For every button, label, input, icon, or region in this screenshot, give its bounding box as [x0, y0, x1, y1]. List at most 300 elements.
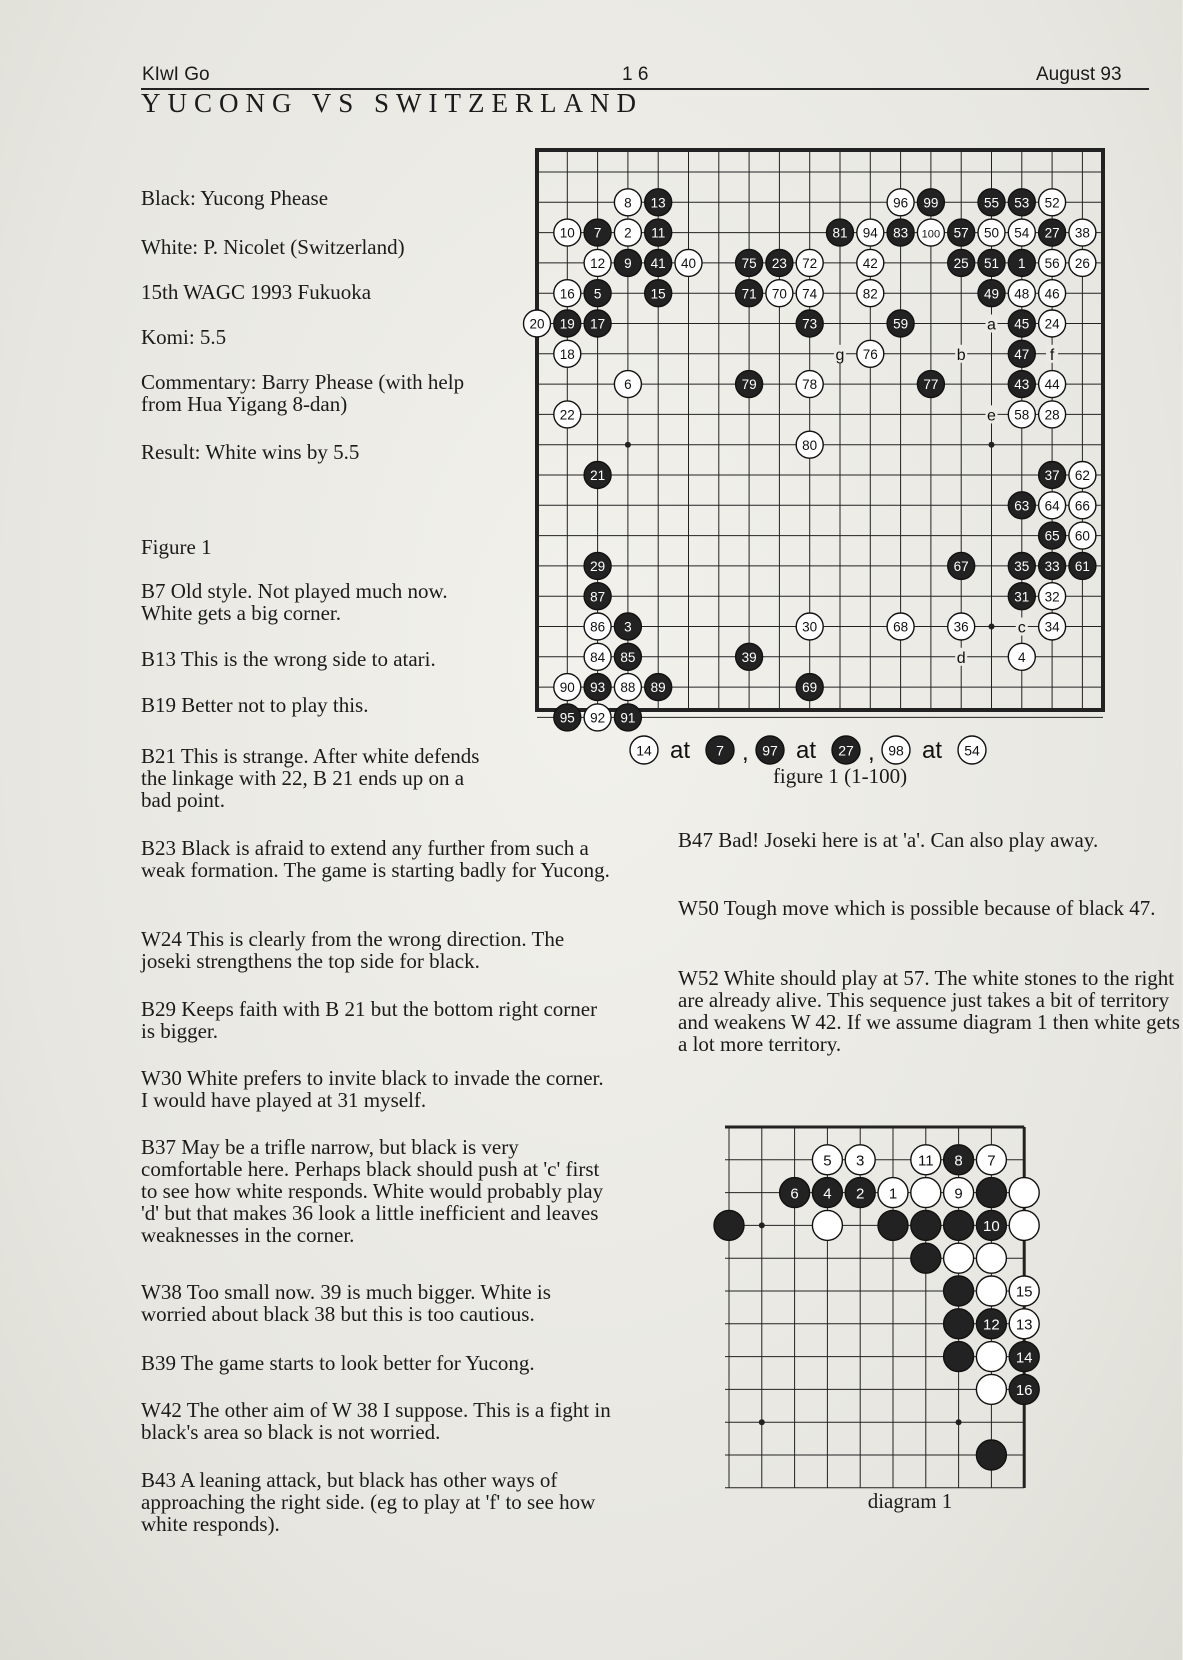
diagram-stone-black: [944, 1342, 974, 1372]
svg-text:20: 20: [529, 316, 545, 332]
stone-black-25: [948, 249, 975, 276]
svg-text:12: 12: [590, 256, 606, 272]
svg-text:76: 76: [862, 346, 878, 362]
svg-text:74: 74: [802, 286, 818, 302]
svg-text:16: 16: [1015, 1382, 1033, 1400]
svg-text:91: 91: [620, 710, 636, 726]
svg-text:29: 29: [590, 559, 606, 575]
svg-text:51: 51: [983, 256, 1000, 272]
diagram-stone-white: [1009, 1210, 1039, 1240]
svg-text:59: 59: [893, 316, 909, 332]
legend-stone-98: [882, 736, 910, 764]
point-label-c: c: [1017, 619, 1026, 637]
svg-text:45: 45: [1014, 316, 1030, 332]
svg-text:11: 11: [651, 225, 666, 241]
stone-white-10: [554, 219, 581, 246]
diagram-stone-white-7: [976, 1145, 1006, 1175]
stone-white-18: [554, 340, 581, 367]
svg-text:86: 86: [590, 619, 606, 635]
stone-black-43: [1008, 371, 1035, 398]
svg-text:30: 30: [802, 619, 818, 635]
figure1-legend-svg: [630, 732, 1060, 768]
stone-black-77: [917, 371, 944, 398]
diagram-stone-black-12: [976, 1309, 1006, 1339]
stone-black-37: [1039, 462, 1066, 489]
svg-text:63: 63: [1014, 498, 1030, 514]
stone-white-8: [614, 189, 641, 216]
stone-white-48: [1008, 280, 1035, 307]
svg-text:49: 49: [983, 286, 1000, 302]
stone-white-86: [584, 613, 611, 640]
diagram-stone-white-15: [1009, 1276, 1039, 1306]
stone-white-84: [584, 643, 611, 670]
svg-text:9: 9: [954, 1185, 963, 1203]
svg-text:35: 35: [1014, 559, 1030, 575]
svg-text:44: 44: [1044, 377, 1060, 393]
svg-text:5: 5: [823, 1152, 832, 1170]
stone-black-53: [1008, 189, 1035, 216]
svg-text:27: 27: [838, 742, 854, 759]
header-magazine: KIwI Go: [142, 64, 210, 85]
svg-text:97: 97: [762, 742, 778, 759]
svg-text:72: 72: [802, 256, 818, 272]
svg-text:12: 12: [983, 1316, 1000, 1334]
star-point: [989, 624, 995, 630]
stone-white-64: [1039, 492, 1066, 519]
svg-text:7: 7: [716, 742, 724, 759]
diagram-stone-black-10: [976, 1210, 1006, 1240]
svg-text:18: 18: [559, 346, 575, 362]
stone-white-30: [796, 613, 823, 640]
legend-stone-14: [630, 736, 658, 764]
game-white: White: P. Nicolet (Switzerland): [141, 235, 405, 259]
stone-white-62: [1069, 462, 1096, 489]
stone-black-81: [827, 219, 854, 246]
svg-text:66: 66: [1074, 498, 1090, 514]
svg-text:82: 82: [862, 286, 878, 302]
stone-black-55: [978, 189, 1005, 216]
stone-white-36: [948, 613, 975, 640]
stone-white-28: [1039, 401, 1066, 428]
legend-target-27: [832, 736, 860, 764]
comment-b7: B7 Old style. Not played much now. White gets a big corner.: [141, 579, 448, 625]
svg-text:21: 21: [590, 468, 606, 484]
svg-text:25: 25: [953, 256, 969, 272]
comment-b21: B21 This is strange. After white defends the linkage with 22, B 21 ends up on a bad point.: [141, 744, 480, 812]
svg-text:40: 40: [680, 256, 697, 272]
svg-text:37: 37: [1044, 468, 1060, 484]
svg-text:31: 31: [1014, 589, 1030, 605]
svg-text:2: 2: [624, 225, 632, 241]
svg-text:90: 90: [559, 680, 575, 696]
diagram-stone-white-13: [1009, 1309, 1039, 1339]
stone-black-49: [978, 280, 1005, 307]
stone-white-50: [978, 219, 1005, 246]
stone-black-5: [584, 280, 611, 307]
svg-text:4: 4: [1018, 649, 1026, 665]
svg-text:83: 83: [893, 225, 909, 241]
diagram-stone-black: [944, 1276, 974, 1306]
stone-white-70: [766, 280, 793, 307]
legend-separator: ,: [742, 739, 749, 766]
stone-white-24: [1039, 310, 1066, 337]
svg-text:5: 5: [593, 286, 602, 302]
comment-b37: B37 May be a trifle narrow, but black is very comfortable here. Perhaps black should push at 'c' first to see how white responds. White would probably play 'd' but that makes 36 look a little inefficient and leaves weaknesses in the corner.: [141, 1135, 604, 1247]
comment-b47: B47 Bad! Joseki here is at 'a'. Can also play away.: [678, 828, 1099, 852]
svg-text:54: 54: [1014, 225, 1030, 241]
comment-w24: W24 This is clearly from the wrong direction. The joseki strengthens the top side for black.: [141, 927, 565, 973]
star-point: [759, 1419, 765, 1425]
diagram1-caption: diagram 1: [867, 1489, 953, 1513]
point-label-e: e: [987, 407, 996, 425]
svg-text:54: 54: [964, 742, 980, 759]
stone-black-83: [887, 219, 914, 246]
stone-white-54: [1008, 219, 1035, 246]
svg-text:81: 81: [832, 225, 848, 241]
stone-black-95: [554, 704, 581, 731]
stone-white-56: [1039, 249, 1066, 276]
diagram-stone-white: [1009, 1178, 1039, 1208]
comment-b43: B43 A leaning attack, but black has other ways of approaching the right side. (eg to play at 'f' to see how white responds).: [141, 1468, 596, 1536]
svg-text:88: 88: [620, 680, 636, 696]
diagram-stone-white: [944, 1243, 974, 1273]
legend-target-7: [706, 736, 734, 764]
svg-text:75: 75: [741, 256, 757, 272]
stone-white-68: [887, 613, 914, 640]
comment-w30: W30 White prefers to invite black to invade the corner. I would have played at 31 myself.: [141, 1066, 604, 1112]
svg-text:11: 11: [918, 1152, 934, 1170]
diagram-stone-white: [911, 1178, 941, 1208]
svg-text:1: 1: [888, 1185, 898, 1203]
svg-text:28: 28: [1044, 407, 1060, 423]
svg-text:43: 43: [1014, 377, 1030, 393]
stone-white-16: [554, 280, 581, 307]
svg-text:3: 3: [856, 1152, 865, 1170]
stone-white-74: [796, 280, 823, 307]
stone-white-44: [1039, 371, 1066, 398]
svg-text:78: 78: [802, 377, 818, 393]
svg-text:100: 100: [921, 228, 941, 241]
svg-text:32: 32: [1044, 589, 1060, 605]
stone-white-38: [1069, 219, 1096, 246]
svg-text:46: 46: [1044, 286, 1060, 302]
stone-black-73: [796, 310, 823, 337]
stone-white-88: [614, 674, 641, 701]
svg-text:26: 26: [1074, 256, 1090, 272]
stone-black-79: [736, 371, 763, 398]
diagram-stone-black-6: [780, 1178, 810, 1208]
svg-text:53: 53: [1014, 195, 1030, 211]
stone-white-26: [1069, 249, 1096, 276]
stone-white-90: [554, 674, 581, 701]
svg-text:94: 94: [862, 225, 878, 241]
svg-text:10: 10: [983, 1218, 1000, 1236]
point-label-d: d: [956, 649, 966, 667]
svg-text:60: 60: [1074, 528, 1090, 544]
svg-text:80: 80: [802, 437, 818, 453]
svg-text:9: 9: [624, 256, 632, 272]
svg-text:95: 95: [559, 710, 575, 726]
diagram-stone-black-14: [1009, 1342, 1039, 1372]
svg-text:96: 96: [893, 195, 909, 211]
svg-text:65: 65: [1044, 528, 1060, 544]
svg-text:22: 22: [559, 407, 575, 423]
svg-text:8: 8: [624, 195, 632, 211]
diagram-stone-white: [976, 1374, 1006, 1404]
legend-separator: ,: [868, 739, 875, 766]
diagram-stone-black-4: [812, 1178, 842, 1208]
diagram-stone-white: [976, 1243, 1006, 1273]
stone-black-15: [645, 280, 672, 307]
point-label-a: a: [987, 316, 996, 334]
stone-white-40: [675, 249, 702, 276]
point-label-b: b: [956, 346, 966, 364]
stone-black-31: [1008, 583, 1035, 610]
svg-text:7: 7: [593, 225, 602, 241]
stone-black-11: [645, 219, 672, 246]
legend-target-54: [958, 736, 986, 764]
svg-text:6: 6: [790, 1185, 799, 1203]
diagram-stone-black: [878, 1210, 908, 1240]
stone-white-96: [887, 189, 914, 216]
stone-white-34: [1039, 613, 1066, 640]
stone-black-59: [887, 310, 914, 337]
diagram-stone-white: [812, 1210, 842, 1240]
svg-text:48: 48: [1014, 286, 1030, 302]
svg-text:8: 8: [954, 1152, 963, 1170]
svg-text:24: 24: [1044, 316, 1060, 332]
svg-text:73: 73: [802, 316, 818, 332]
svg-text:61: 61: [1074, 559, 1090, 575]
star-point: [989, 442, 995, 448]
legend-at-text: at: [922, 737, 943, 764]
stone-black-9: [614, 249, 641, 276]
diagram-stone-black: [714, 1210, 744, 1240]
stone-black-29: [584, 552, 611, 579]
diagram-stone-white-9: [944, 1178, 974, 1208]
svg-text:15: 15: [1015, 1283, 1033, 1301]
svg-text:47: 47: [1014, 346, 1030, 362]
svg-text:39: 39: [741, 649, 757, 665]
svg-text:2: 2: [856, 1185, 865, 1203]
svg-text:38: 38: [1074, 225, 1090, 241]
svg-text:4: 4: [823, 1185, 832, 1203]
diagram-stone-black-16: [1009, 1374, 1039, 1404]
comment-w52: W52 White should play at 57. The white stones to the right are already alive. This sequence just takes a bit of territory and weakens W 42. If we assume diagram 1 then white gets a lot more territory.: [678, 966, 1180, 1056]
svg-text:55: 55: [983, 195, 1000, 211]
stone-white-6: [614, 371, 641, 398]
stone-black-91: [614, 704, 641, 731]
comment-b29: B29 Keeps faith with B 21 but the bottom right corner is bigger.: [141, 997, 598, 1043]
stone-white-20: [524, 310, 551, 337]
diagram-stone-black-2: [845, 1178, 875, 1208]
svg-text:3: 3: [624, 619, 632, 635]
stone-white-60: [1069, 522, 1096, 549]
svg-text:87: 87: [590, 589, 606, 605]
legend-at-text: at: [796, 737, 817, 764]
game-black: Black: Yucong Phease: [141, 186, 329, 210]
stone-black-19: [554, 310, 581, 337]
diagram-stone-black: [976, 1178, 1006, 1208]
stone-white-2: [614, 219, 641, 246]
svg-text:85: 85: [620, 649, 636, 665]
game-result: Result: White wins by 5.5: [141, 440, 360, 464]
svg-text:16: 16: [559, 286, 575, 302]
figure1-board: [529, 150, 1105, 726]
stone-black-51: [978, 249, 1005, 276]
svg-text:52: 52: [1044, 195, 1060, 211]
diagram-stone-white: [976, 1276, 1006, 1306]
comment-b19: B19 Better not to play this.: [141, 693, 369, 717]
svg-text:42: 42: [862, 256, 878, 272]
diagram1-svg: [725, 1122, 1095, 1488]
figure1-svg: [529, 150, 1105, 726]
stone-white-42: [857, 249, 884, 276]
stone-white-66: [1069, 492, 1096, 519]
stone-black-99: [917, 189, 944, 216]
stone-black-61: [1069, 552, 1096, 579]
figure-label: Figure 1: [141, 535, 212, 559]
stone-black-89: [645, 674, 672, 701]
stone-black-69: [796, 674, 823, 701]
comment-w38: W38 Too small now. 39 is much bigger. White is worried about black 38 but this is too cautious.: [141, 1280, 551, 1326]
svg-text:15: 15: [650, 286, 666, 302]
stone-black-3: [614, 613, 641, 640]
diagram1-board: [725, 1122, 1095, 1488]
stone-white-52: [1039, 189, 1066, 216]
diagram-stone-white-11: [911, 1145, 941, 1175]
stone-black-35: [1008, 552, 1035, 579]
diagram-stone-black: [944, 1210, 974, 1240]
svg-text:79: 79: [741, 377, 757, 393]
svg-text:84: 84: [590, 649, 606, 665]
star-point: [625, 442, 631, 448]
svg-text:14: 14: [636, 742, 652, 759]
diagram-stone-white-5: [812, 1145, 842, 1175]
stone-black-75: [736, 249, 763, 276]
svg-text:13: 13: [650, 195, 666, 211]
svg-text:68: 68: [893, 619, 909, 635]
comment-w42: W42 The other aim of W 38 I suppose. This is a fight in black's area so black is not worried.: [141, 1398, 611, 1444]
stone-black-41: [645, 249, 672, 276]
svg-text:7: 7: [987, 1152, 996, 1170]
stone-black-7: [584, 219, 611, 246]
svg-text:50: 50: [983, 225, 1000, 241]
comment-b13: B13 This is the wrong side to atari.: [141, 647, 436, 671]
svg-text:70: 70: [771, 286, 787, 302]
stone-black-21: [584, 462, 611, 489]
star-point: [759, 1222, 765, 1228]
stone-white-12: [584, 249, 611, 276]
svg-text:92: 92: [590, 710, 606, 726]
stone-black-67: [948, 552, 975, 579]
stone-black-45: [1008, 310, 1035, 337]
stone-black-87: [584, 583, 611, 610]
svg-text:27: 27: [1044, 225, 1060, 241]
stone-white-94: [857, 219, 884, 246]
svg-text:77: 77: [923, 377, 939, 393]
stone-black-47: [1008, 340, 1035, 367]
figure1-caption: figure 1 (1-100): [772, 764, 908, 788]
svg-text:99: 99: [923, 195, 939, 211]
svg-text:98: 98: [888, 742, 904, 759]
stone-white-22: [554, 401, 581, 428]
header-date: August 93: [1036, 64, 1122, 85]
svg-text:64: 64: [1044, 498, 1060, 514]
stone-black-65: [1039, 522, 1066, 549]
stone-white-78: [796, 371, 823, 398]
diagram-stone-black: [944, 1309, 974, 1339]
svg-text:33: 33: [1044, 559, 1060, 575]
stone-white-80: [796, 431, 823, 458]
diagram-stone-white: [976, 1342, 1006, 1372]
stone-white-4: [1008, 643, 1035, 670]
svg-text:19: 19: [559, 316, 575, 332]
svg-text:93: 93: [590, 680, 606, 696]
diagram-stone-white-1: [878, 1178, 908, 1208]
comment-w50: W50 Tough move which is possible because of black 47.: [678, 896, 1156, 920]
diagram-stone-black: [911, 1210, 941, 1240]
svg-text:57: 57: [953, 225, 969, 241]
game-event: 15th WAGC 1993 Fukuoka: [141, 280, 372, 304]
svg-text:36: 36: [953, 619, 969, 635]
legend-stone-97: [756, 736, 784, 764]
svg-text:58: 58: [1014, 407, 1030, 423]
svg-text:69: 69: [802, 680, 818, 696]
header-page-number: 1 6: [622, 64, 649, 85]
comment-b23: B23 Black is afraid to extend any further from such a weak formation. The game is starting badly for Yucong.: [141, 836, 610, 882]
stone-black-71: [736, 280, 763, 307]
diagram-stone-black-8: [944, 1145, 974, 1175]
diagram-stone-black: [911, 1243, 941, 1273]
stone-white-58: [1008, 401, 1035, 428]
svg-text:41: 41: [650, 256, 666, 272]
comment-b39: B39 The game starts to look better for Yucong.: [141, 1351, 535, 1375]
stone-black-27: [1039, 219, 1066, 246]
stone-black-13: [645, 189, 672, 216]
point-label-f: f: [1049, 346, 1055, 364]
article-title: YUCONG VS SWITZERLAND: [141, 88, 643, 118]
svg-text:17: 17: [590, 316, 606, 332]
svg-text:13: 13: [1015, 1316, 1033, 1334]
diagram-stone-black: [976, 1440, 1006, 1470]
svg-text:6: 6: [624, 377, 632, 393]
stone-black-85: [614, 643, 641, 670]
star-point: [956, 1419, 962, 1425]
svg-text:56: 56: [1044, 256, 1060, 272]
svg-text:23: 23: [771, 256, 787, 272]
legend-at-text: at: [670, 737, 691, 764]
game-komi: Komi: 5.5: [141, 325, 227, 349]
svg-text:34: 34: [1044, 619, 1060, 635]
stone-black-23: [766, 249, 793, 276]
point-label-g: g: [835, 346, 845, 364]
stone-white-82: [857, 280, 884, 307]
stone-white-100: [917, 219, 944, 246]
svg-text:67: 67: [953, 559, 969, 575]
stone-white-76: [857, 340, 884, 367]
diagram-stone-white-3: [845, 1145, 875, 1175]
stone-black-17: [584, 310, 611, 337]
stone-black-39: [736, 643, 763, 670]
stone-black-57: [948, 219, 975, 246]
stone-black-93: [584, 674, 611, 701]
svg-text:89: 89: [650, 680, 666, 696]
stone-black-1: [1008, 249, 1035, 276]
figure1-legend: [630, 732, 1060, 768]
svg-text:71: 71: [741, 286, 757, 302]
stone-black-33: [1039, 552, 1066, 579]
